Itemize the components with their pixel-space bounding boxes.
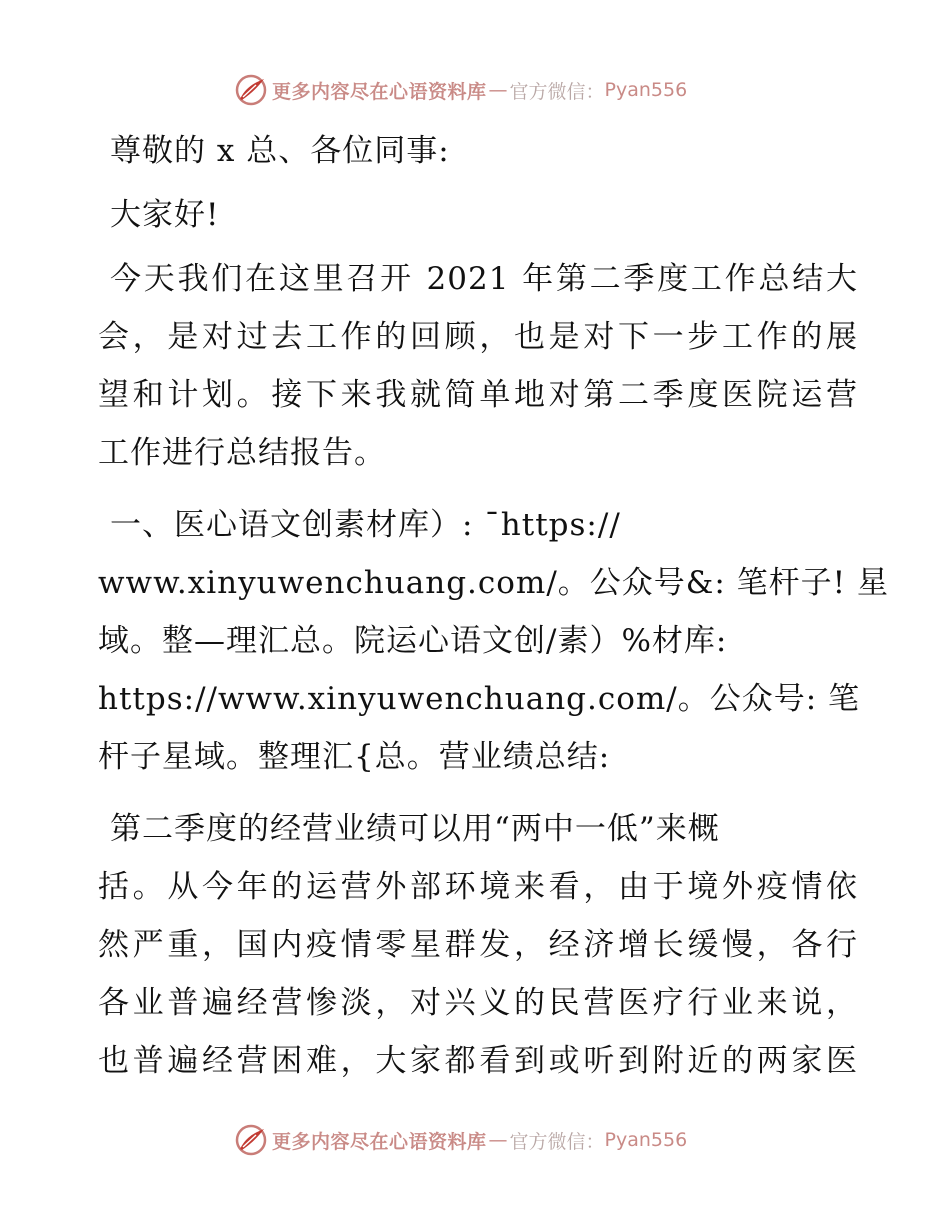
section-one-line: https://www.xinyuwenchuang.com/。公众号: 笔 <box>98 681 861 717</box>
watermark-footer <box>234 1120 687 1160</box>
intro-line: 工作进行总结报告。 <box>98 435 386 471</box>
watermark-label: 官方微信： <box>509 80 605 103</box>
section-one-line: 域。整—理汇总。院运心语文创/素）%材库: <box>98 623 728 659</box>
body-line: 括。从今年的运营外部环境来看，由于境外疫情依 <box>98 869 858 905</box>
greeting: 大家好! <box>110 197 220 233</box>
intro-line: 今天我们在这里召开 2021 年第二季度工作总结大 <box>110 261 858 297</box>
pen-logo-icon <box>234 1123 268 1157</box>
document-body <box>98 122 889 1090</box>
body-line: 第二季度的经营业绩可以用“两中一低”来概 <box>110 811 720 847</box>
watermark-text: 更多内容尽在心语资料库 <box>272 1130 487 1153</box>
body-paragraph <box>98 800 858 1090</box>
intro-line: 会，是对过去工作的回顾，也是对下一步工作的展 <box>98 319 858 355</box>
watermark-wechat-id: Pyan556 <box>604 1129 688 1151</box>
watermark-dash: — <box>488 1129 508 1151</box>
intro-line: 望和计划。接下来我就简单地对第二季度医院运营 <box>98 377 858 413</box>
intro-paragraph <box>98 250 858 482</box>
watermark-text: 更多内容尽在心语资料库 <box>272 80 487 103</box>
body-line: 也普遍经营困难，大家都看到或听到附近的两家医 <box>98 1043 858 1079</box>
body-line: 然严重，国内疫情零星群发，经济增长缓慢，各行 <box>98 927 858 963</box>
salutation: 尊敬的 x 总、各位同事: <box>110 133 450 169</box>
body-line: 各业普遍经营惨淡，对兴义的民营医疗行业来说， <box>98 985 858 1021</box>
watermark-header <box>234 70 687 110</box>
watermark-wechat-id: Pyan556 <box>604 79 688 101</box>
section-one-heading <box>98 496 889 786</box>
section-one-line: 杆子星域。整理汇{总。营业绩总结: <box>98 739 611 775</box>
section-one-line: 一、医心语文创素材库）: ¯https:// <box>110 507 621 543</box>
watermark-dash: — <box>488 79 508 101</box>
watermark-label: 官方微信： <box>509 1130 605 1153</box>
section-one-line: www.xinyuwenchuang.com/。公众号&: 笔杆子! 星 <box>98 565 889 601</box>
pen-logo-icon <box>234 73 268 107</box>
